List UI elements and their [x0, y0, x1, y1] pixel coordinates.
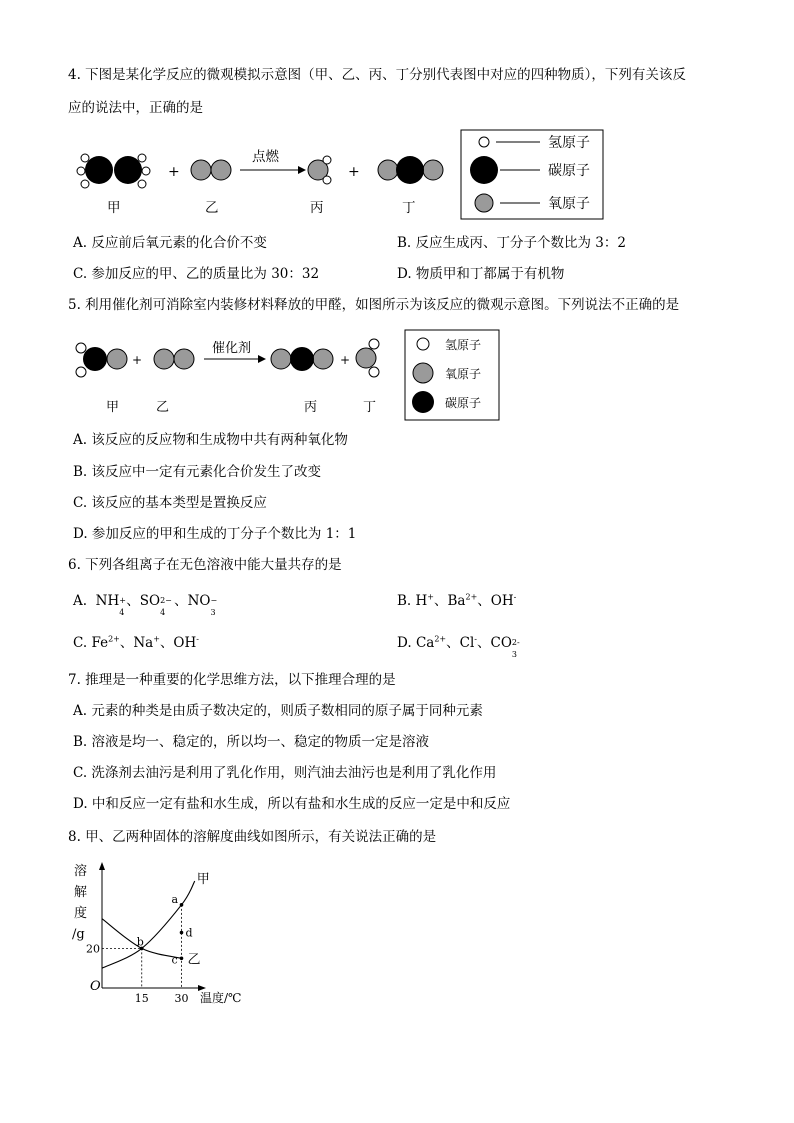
- q5-stem: 5. 利用催化剂可消除室内装修材料释放的甲醛，如图所示为该反应的微观示意图。下列说法不正确的是: [68, 297, 680, 313]
- q6-option-a-ion2: SO: [139, 593, 161, 609]
- x-tick-label-2: 30: [174, 992, 189, 1005]
- q6-option-d-ion: CO: [490, 635, 512, 651]
- q4-legend-oxygen: 氧原子: [548, 196, 590, 212]
- q6-option-a-ion1: NH: [95, 593, 120, 609]
- q5-label-bing: 丙: [304, 400, 318, 415]
- q4-label-bing: 丙: [310, 200, 324, 216]
- q5-label-ding: 丁: [363, 400, 377, 415]
- q4-reaction-diagram: [70, 128, 630, 228]
- point-label-c: c: [171, 953, 178, 967]
- q7-option-a: A. 元素的种类是由质子数决定的，则质子数相同的原子属于同种元素: [73, 703, 483, 719]
- q4-label-ding: 丁: [402, 200, 416, 216]
- q4-plus-2: +: [348, 164, 360, 180]
- q4-legend: [461, 130, 603, 219]
- q4-option-c: C. 参加反应的甲、乙的质量比为 30：32: [73, 266, 320, 282]
- solubility-chart: [68, 860, 268, 1010]
- q7-option-b: B. 溶液是均一、稳定的，所以均一、稳定的物质一定是溶液: [73, 734, 430, 750]
- q6-option-b-text1: H: [415, 593, 428, 609]
- q5-plus-2: +: [340, 353, 351, 367]
- series-label-1: 甲: [196, 872, 210, 888]
- q6-option-b-sup3: -: [513, 592, 517, 602]
- x-tick-label-1: 15: [134, 992, 149, 1005]
- series-label-2: 乙: [187, 952, 201, 968]
- q5-molecule-bing: [271, 347, 333, 371]
- q5-option-d: D. 参加反应的甲和生成的丁分子个数比为 1：1: [73, 526, 357, 542]
- q6-option-a-sep1: 、: [126, 593, 140, 609]
- q6-option-b-prefix: B.: [397, 593, 416, 609]
- y-axis-label-char-2: 解: [74, 885, 88, 900]
- q6-option-c-prefix: C.: [73, 635, 92, 651]
- q6-option-a-sep2: 、: [174, 593, 188, 609]
- series-line-1: [102, 881, 195, 968]
- q6-option-c-sup2: +: [153, 634, 160, 644]
- q6-option-c-text2: 、Na: [119, 635, 154, 651]
- q6-option-a-prefix: A.: [73, 593, 88, 609]
- q6-option-c: [73, 634, 199, 652]
- point-label-a: a: [171, 892, 179, 906]
- q4-legend-carbon: 碳原子: [548, 163, 590, 179]
- q5-condition: 催化剂: [212, 341, 252, 356]
- q5-legend-oxygen: 氧原子: [445, 367, 482, 381]
- y-axis-label-char-4: /g: [72, 927, 85, 942]
- y-axis-label-char-3: 度: [74, 906, 88, 921]
- q6-option-d-text2: 、Cl: [446, 635, 475, 651]
- q4-plus-1: +: [168, 164, 180, 180]
- q6-option-a-ion3: NO: [187, 593, 211, 609]
- q7-option-c: C. 洗涤剂去油污是利用了乳化作用，则汽油去油污也是利用了乳化作用: [73, 765, 497, 781]
- point-d: [180, 931, 184, 935]
- q5-legend-carbon: 碳原子: [445, 396, 482, 410]
- q5-reaction-arrow: [204, 355, 266, 363]
- q6-option-c-sup3: -: [196, 634, 199, 644]
- point-c: [180, 957, 184, 961]
- q6-option-b-sup2: 2+: [465, 592, 478, 602]
- q6-option-c-text3: 、OH: [159, 635, 197, 651]
- q6-option-d-text3: 、: [476, 635, 491, 651]
- y-tick-label-1: 20: [86, 942, 100, 956]
- q5-plus-1: +: [132, 353, 143, 367]
- q4-option-a: A. 反应前后氧元素的化合价不变: [73, 235, 267, 251]
- q8-stem: 8. 甲、乙两种固体的溶解度曲线如图所示，有关说法正确的是: [68, 829, 437, 845]
- q5-legend-hydrogen: 氢原子: [445, 338, 482, 352]
- q6-option-d-text1: Ca: [415, 635, 435, 651]
- q4-option-b: B. 反应生成丙、丁分子个数比为 3：2: [397, 235, 626, 251]
- q5-option-c: C. 该反应的基本类型是置换反应: [73, 495, 267, 511]
- y-axis-label-char-1: 溶: [74, 864, 88, 879]
- q4-label-jia: 甲: [107, 200, 121, 216]
- q4-stem-line1: 4. 下图是某化学反应的微观模拟示意图（甲、乙、丙、丁分别代表图中对应的四种物质），下列有关该反: [68, 67, 686, 83]
- q5-reaction-diagram: [65, 328, 505, 428]
- q6-option-d-sup1: 2+: [434, 634, 447, 644]
- q4-label-yi: 乙: [205, 200, 219, 216]
- y-axis-arrow: [99, 862, 105, 870]
- q6-stem: 6. 下列各组离子在无色溶液中能大量共存的是: [68, 557, 342, 573]
- q4-reaction-arrow: [240, 166, 306, 174]
- q6-option-b-text3: 、OH: [477, 593, 514, 609]
- q4-legend-hydrogen: 氢原子: [548, 135, 590, 151]
- q5-molecule-ding: [356, 339, 379, 377]
- q5-legend: [405, 330, 499, 420]
- q6-option-d-sup2: -: [474, 634, 477, 644]
- q4-option-d: D. 物质甲和丁都属于有机物: [397, 266, 565, 282]
- q6-option-b-text2: 、Ba: [434, 593, 466, 609]
- q6-option-c-sup1: 2+: [108, 634, 120, 644]
- q6-option-d: D. $Ca^{2+}$、Cl-、CO 2- 3: [397, 634, 520, 659]
- point-label-d: d: [185, 926, 193, 940]
- point-label-b: b: [136, 935, 144, 949]
- q5-label-jia: 甲: [106, 400, 120, 415]
- origin-label: O: [90, 979, 101, 994]
- q5-option-a: A. 该反应的反应物和生成物中共有两种氧化物: [73, 432, 348, 448]
- q6-option-a: A. NH + 4 、SO 2− 4 、NO − 3: [73, 593, 218, 617]
- q5-molecule-yi: [154, 349, 194, 369]
- q6-option-c-text1: Fe: [91, 635, 109, 651]
- q6-option-b-sup1: +: [427, 592, 434, 602]
- q4-molecule-yi: [191, 160, 231, 180]
- q5-option-b: B. 该反应中一定有元素化合价发生了改变: [73, 464, 322, 480]
- q5-label-yi: 乙: [156, 400, 170, 415]
- x-axis-title: 温度/℃: [200, 991, 242, 1005]
- q7-stem: 7. 推理是一种重要的化学思维方法，以下推理合理的是: [68, 672, 396, 688]
- q4-molecule-ding: [378, 156, 443, 184]
- q5-molecule-jia: [76, 343, 127, 377]
- q4-stem-line2: 应的说法中，正确的是: [68, 100, 203, 116]
- q4-molecule-jia: [77, 154, 150, 188]
- point-a: [180, 903, 184, 907]
- q6-option-b: [397, 592, 516, 610]
- q4-molecule-bing: [308, 156, 331, 184]
- q7-option-d: D. 中和反应一定有盐和水生成，所以有盐和水生成的反应一定是中和反应: [73, 796, 511, 812]
- q4-condition: 点燃: [252, 149, 279, 165]
- q6-option-d-prefix: D.: [397, 635, 416, 651]
